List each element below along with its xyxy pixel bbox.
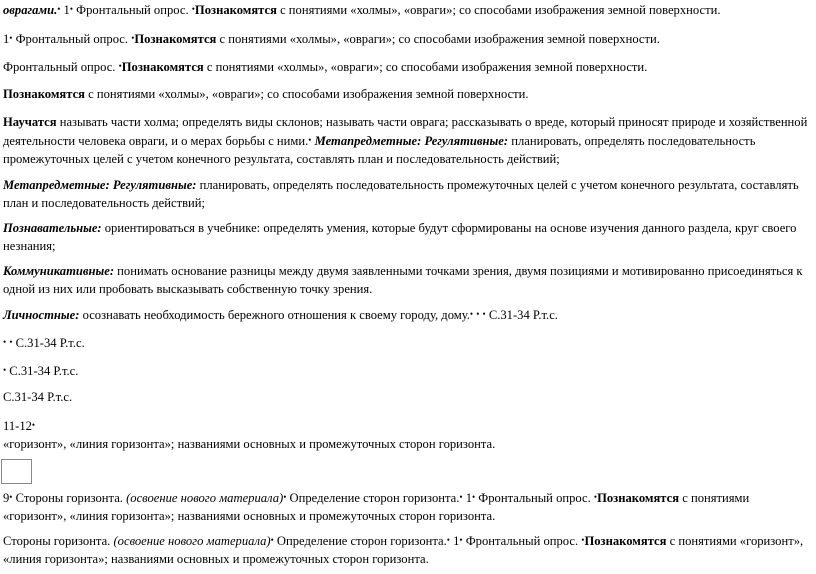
- text: с понятиями «холмы», «овраги»; со способами изображения земной поверхности.: [203, 60, 648, 74]
- bullet-icon: •: [459, 535, 463, 545]
- text: Фронтальный опрос.: [12, 32, 132, 46]
- text: ориентироваться в учебнике: определять умения, которые будут сформированы на основе изучения данного раздела, круг своего незнания;: [3, 221, 797, 253]
- paragraph-13: [3, 416, 813, 453]
- text-italic-bold: Метапредметные: Регулятивные:: [311, 134, 509, 148]
- bullet-icon: •: [69, 4, 74, 14]
- paragraph-5: [3, 113, 813, 168]
- bullet-icon: •: [270, 535, 274, 545]
- paragraph-10: [3, 333, 813, 352]
- paragraph-8: [3, 262, 813, 298]
- text: с понятиями «холмы», «овраги»; со способами изображения земной поверхности.: [216, 32, 660, 46]
- text: С.31-34 Р.т.с.: [6, 364, 79, 378]
- paragraph-7: [3, 219, 813, 255]
- bullet-icon: •: [469, 309, 474, 319]
- paragraph-11: [3, 361, 813, 380]
- text-italic: (освоение нового материала): [113, 534, 271, 548]
- text-bold: Познакомятся: [134, 32, 217, 46]
- bullet-icon: •: [472, 492, 476, 502]
- text: «горизонт», «линия горизонта»; названиями основных и промежуточных сторон горизонта.: [3, 437, 496, 451]
- text-bold: Познакомятся: [597, 491, 680, 505]
- text: Определение сторон горизонта.: [273, 534, 447, 548]
- paragraph-2: [3, 29, 813, 48]
- paragraph-12: [3, 388, 813, 406]
- text: 9: [3, 491, 10, 505]
- text: осознавать необходимость бережного отношения к своему городу, дому.: [79, 308, 470, 322]
- text-italic-bold: Личностные:: [3, 308, 80, 322]
- paragraph-6: [3, 176, 813, 212]
- bullet-icon: •: [9, 492, 13, 502]
- paragraph-14: [3, 488, 813, 525]
- text: С.31-34 Р.т.с.: [3, 390, 73, 404]
- text: с понятиями «горизонт», «линия горизонта»; названиями основных и промежуточных сторон горизонта.: [3, 534, 804, 566]
- bullet-icon: •: [9, 33, 13, 43]
- text: 1: [60, 3, 70, 17]
- bullet-icon: •: [3, 337, 7, 347]
- text: Определение сторон горизонта.: [286, 491, 460, 505]
- text-italic-bold: оврагами.: [3, 3, 58, 17]
- text: планировать, определять последовательность промежуточных целей с учетом конечного результата, составлять план и последовательность действий;: [3, 178, 799, 210]
- paragraph-4: [3, 85, 813, 103]
- text: Фронтальный опрос.: [3, 60, 119, 74]
- paragraph-9: [3, 305, 813, 324]
- bullet-icon: •: [118, 61, 122, 71]
- text: понимать основание разницы между двумя заявленными точками зрения, двумя позициями и мотивированно присоединяться к одной из них или пробовать высказывать собственную точку зрения.: [3, 264, 803, 296]
- text: 1: [3, 32, 10, 46]
- text: С.31-34 Р.т.с.: [485, 308, 558, 322]
- text: с понятиями «холмы», «овраги»; со способами изображения земной поверхности.: [276, 3, 721, 17]
- text: Фронтальный опрос.: [462, 534, 582, 548]
- text-bold: Научатся: [3, 115, 57, 129]
- text: называть части холма; определять виды склонов; называть части оврага; рассказывать о вреде, который приносят природе и хозяйственной деятельности человека овраги, и о мерах борьбы с ними.: [3, 115, 808, 148]
- paragraph-15: [3, 531, 813, 568]
- text: Фронтальный опрос.: [73, 3, 192, 17]
- bullet-icon: •: [9, 337, 13, 347]
- text: С.31-34 Р.т.с.: [12, 336, 85, 350]
- bullet-icon: •: [446, 535, 450, 545]
- text-italic-bold: Метапредметные: Регулятивные:: [3, 178, 197, 192]
- bullet-icon: •: [57, 4, 61, 14]
- text: с понятиями «горизонт», «линия горизонта»; названиями основных и промежуточных сторон горизонта.: [3, 491, 750, 523]
- bullet-icon: •: [31, 420, 36, 430]
- text-bold: Познакомятся: [194, 3, 277, 17]
- bullet-icon: •: [581, 535, 585, 545]
- text: Стороны горизонта.: [12, 491, 127, 505]
- empty-table-cell: [1, 459, 32, 484]
- text-italic-bold: Коммуникативные:: [3, 264, 115, 278]
- bullet-icon: •: [283, 492, 287, 502]
- text: Стороны горизонта.: [3, 534, 114, 548]
- text-italic-bold: Познавательные:: [3, 221, 102, 235]
- bullet-icon: •: [482, 309, 486, 319]
- text-bold: Познакомятся: [3, 87, 85, 101]
- text: планировать, определять последовательность промежуточных целей с учетом конечного результата, составлять план и последовательность действий;: [3, 134, 756, 166]
- text: с понятиями «холмы», «овраги»; со способами изображения земной поверхности.: [85, 87, 529, 101]
- bullet-icon: •: [131, 33, 135, 43]
- text: 1: [449, 534, 460, 548]
- text: 1: [462, 491, 472, 505]
- bullet-icon: •: [459, 492, 463, 502]
- bullet-icon: •: [593, 492, 598, 502]
- text-bold: Познакомятся: [121, 60, 204, 74]
- paragraph-3: [3, 57, 813, 76]
- bullet-icon: •: [3, 365, 7, 375]
- bullet-icon: •: [191, 4, 195, 14]
- text-bold: Познакомятся: [584, 534, 667, 548]
- text-italic: (освоение нового материала): [126, 491, 284, 505]
- bullet-icon: •: [308, 135, 312, 145]
- bullet-icon: •: [476, 309, 480, 319]
- paragraph-1: [3, 0, 813, 19]
- text: Фронтальный опрос.: [475, 491, 594, 505]
- text: 11-12: [3, 419, 32, 433]
